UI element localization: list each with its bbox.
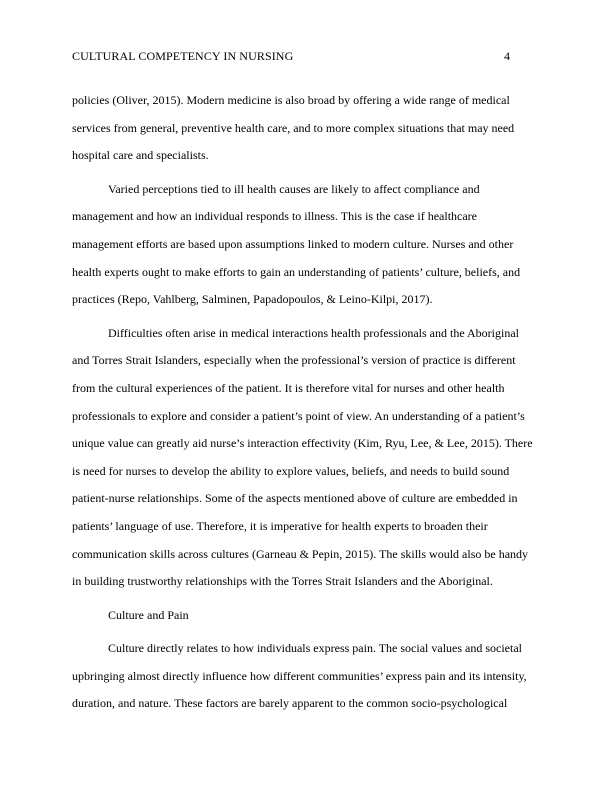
paragraph-line: practices (Repo, Vahlberg, Salminen, Papadopoulos, & Leino-Kilpi, 2017). <box>72 292 433 307</box>
paragraph-1 <box>72 87 540 170</box>
paragraph-line: management efforts are based upon assumptions linked to modern culture. Nurses and other <box>72 236 514 251</box>
running-head: CULTURAL COMPETENCY IN NURSING <box>72 49 294 63</box>
paragraph-line: professionals to explore and consider a patient’s point of view. An understanding of a patient’s <box>72 408 525 423</box>
body-text <box>72 87 540 718</box>
paragraph-4 <box>72 635 540 718</box>
paragraph-2 <box>72 176 540 314</box>
paragraph-line: from the cultural experiences of the patient. It is therefore vital for nurses and other health <box>72 380 505 395</box>
paragraph-line: health experts ought to make efforts to gain an understanding of patients’ culture, beliefs, and <box>72 264 521 279</box>
paragraph-line: in building trustworthy relationships with the Torres Strait Islanders and the Aboriginal. <box>72 574 493 589</box>
paragraph-line: patient-nurse relationships. Some of the aspects mentioned above of culture are embedded in <box>72 491 518 506</box>
section-heading: Culture and Pain <box>108 607 189 622</box>
paragraph-line: policies (Oliver, 2015). Modern medicine is also broad by offering a wide range of medical <box>72 93 510 107</box>
paragraph-first-line: Culture directly relates to how individuals express pain. The social values and societal <box>108 641 522 656</box>
paragraph-3 <box>72 320 540 596</box>
paragraph-line: unique value can greatly aid nurse’s interaction effectivity (Kim, Ryu, Lee, & Lee, 2015). There <box>72 436 533 451</box>
paragraph-line: communication skills across cultures (Garneau & Pepin, 2015). The skills would also be handy <box>72 546 529 561</box>
paragraph-line: upbringing almost directly influence how different communities’ express pain and its intensity, <box>72 668 527 683</box>
paragraph-line: duration, and nature. These factors are barely apparent to the common socio-psychological <box>72 696 508 711</box>
paragraph-line: management and how an individual responds to illness. This is the case if healthcare <box>72 209 478 224</box>
paragraph-line: is need for nurses to develop the ability to explore values, beliefs, and needs to build sound <box>72 463 510 478</box>
paragraph-first-line: Difficulties often arise in medical interactions health professionals and the Aboriginal <box>108 325 519 340</box>
paragraph-first-line: Varied perceptions tied to ill health causes are likely to affect compliance and <box>108 181 480 196</box>
paragraph-line: services from general, preventive health care, and to more complex situations that may need <box>72 120 515 135</box>
page-number: 4 <box>504 49 510 63</box>
paragraph-line: patients’ language of use. Therefore, it is imperative for health experts to broaden their <box>72 518 488 533</box>
paragraph-line: and Torres Strait Islanders, especially when the professional’s version of practice is different <box>72 353 516 368</box>
paragraph-line: hospital care and specialists. <box>72 148 209 163</box>
